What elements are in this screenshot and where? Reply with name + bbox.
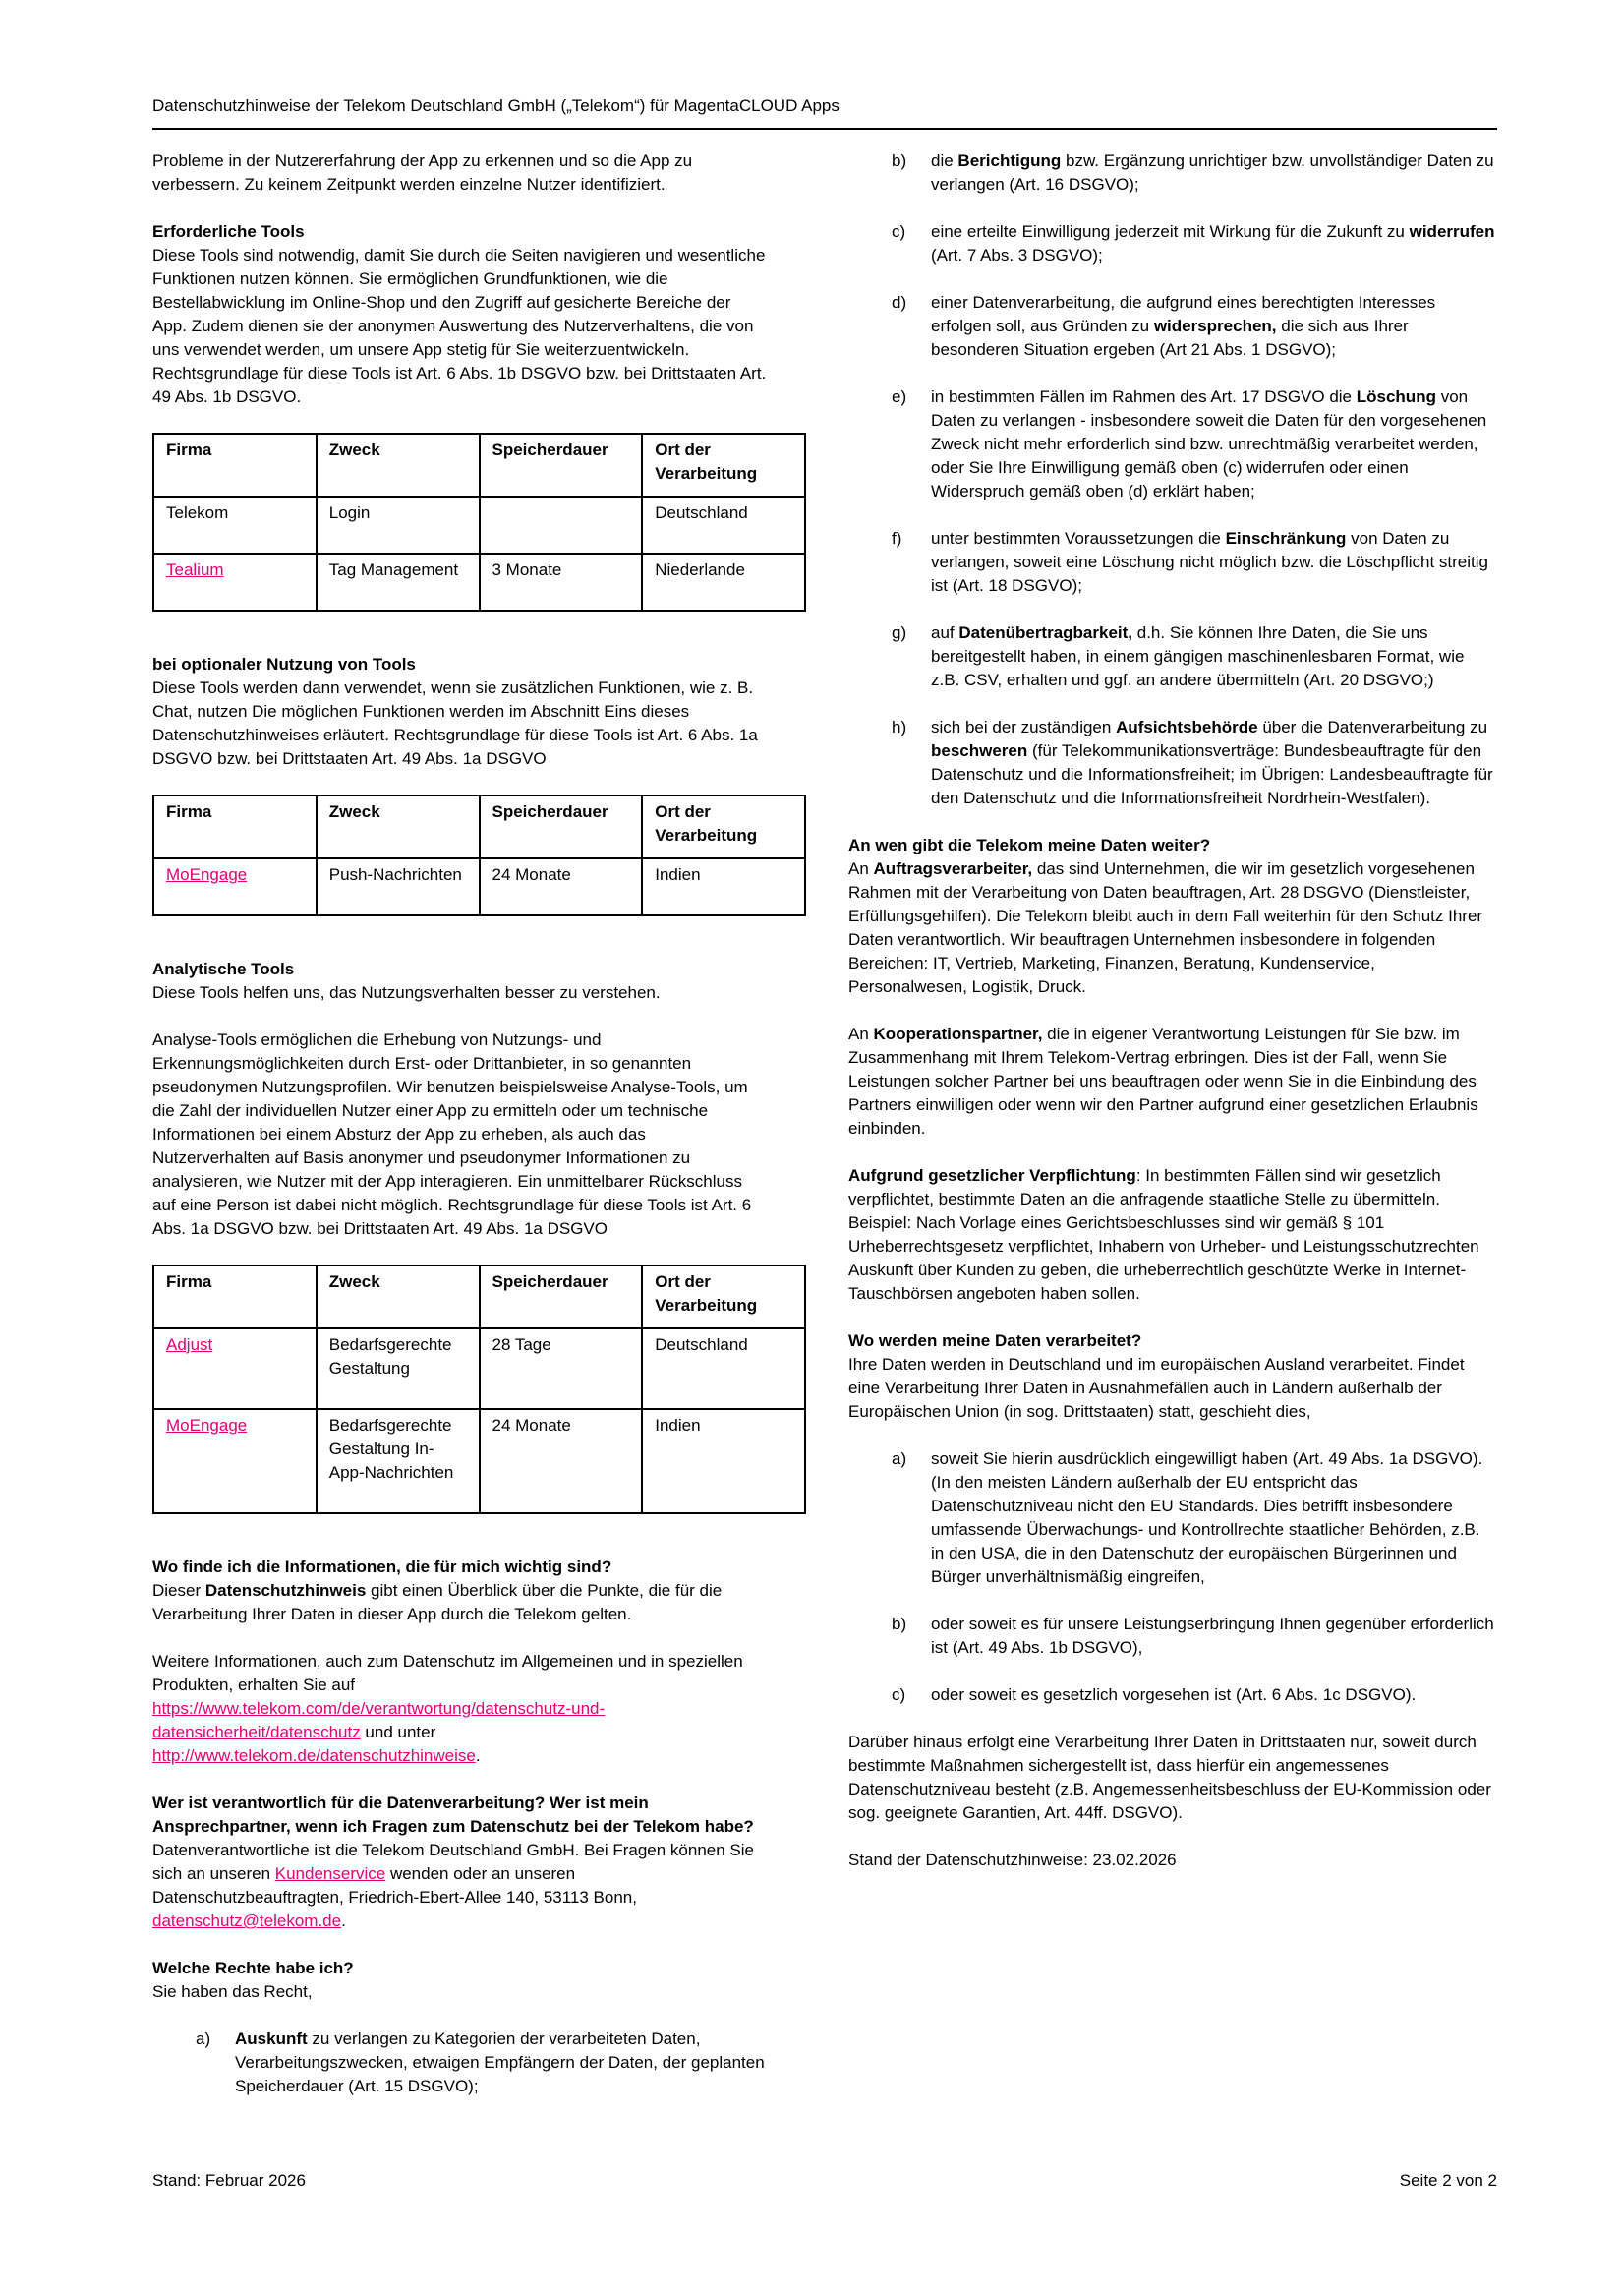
- list-marker: g): [892, 623, 907, 642]
- list-marker: b): [892, 1615, 907, 1633]
- text-run: zu verlangen zu Kategorien der verarbeiteten Daten, Verarbeitungszwecken, etwaigen Empfängern der Daten, der geplanten Speicherdauer (Art. 15 DSGVO);: [235, 2030, 765, 2095]
- text-run: eine erteilte Einwilligung jederzeit mit Wirkung für die Zukunft zu: [931, 222, 1410, 241]
- table-cell: Login: [317, 497, 480, 554]
- section-heading-where-info: Wo finde ich die Informationen, die für mich wichtig sind?: [152, 1558, 612, 1576]
- table-header-cell: Zweck: [317, 434, 480, 497]
- table-row: [153, 858, 805, 915]
- table-cell: Bedarfsgerechte Gestaltung In-App-Nachrichten: [317, 1409, 480, 1513]
- bold-text: Einschränkung: [1225, 529, 1347, 548]
- text-run: von Daten zu verlangen, soweit eine Löschung nicht möglich bzw. die Löschpflicht streitig ist (Art. 18 DSGVO);: [931, 529, 1488, 595]
- table-cell: Tag Management: [317, 554, 480, 611]
- footer-status: Stand: Februar 2026: [152, 2171, 306, 2190]
- table-cell: [153, 858, 317, 915]
- company-link[interactable]: Tealium: [166, 560, 224, 579]
- analytic-tools-paragraph-1: Diese Tools helfen uns, das Nutzungsverhalten besser zu verstehen.: [152, 983, 661, 1002]
- table-cell: Deutschland: [642, 1328, 805, 1409]
- list-item: [848, 291, 1497, 362]
- table-cell: [153, 554, 317, 611]
- text-run: oder soweit es für unsere Leistungserbringung Ihnen gegenüber erforderlich ist (Art. 49 Abs. 1b DSGVO),: [931, 1615, 1494, 1657]
- table-cell: Indien: [642, 858, 805, 915]
- list-item: [848, 1683, 1497, 1707]
- table-row: [153, 497, 805, 554]
- data-sharing-paragraph-3: [848, 1164, 1497, 1306]
- table-header-cell: Ort der Verarbeitung: [642, 1266, 805, 1328]
- list-item: [848, 1447, 1497, 1589]
- bold-text: beschweren: [931, 741, 1028, 760]
- table-cell: [153, 1328, 317, 1409]
- list-marker: e): [892, 387, 907, 406]
- table-header-cell: Ort der Verarbeitung: [642, 795, 805, 858]
- list-item-text: [931, 293, 1435, 359]
- required-tools-table: [152, 433, 806, 612]
- text-run: .: [475, 1746, 481, 1765]
- right-column: [848, 149, 1497, 1872]
- list-marker: a): [892, 1449, 907, 1468]
- bold-text: Berichtigung: [957, 151, 1062, 170]
- list-item-text: [931, 151, 1494, 194]
- bold-text: widerrufen: [1409, 222, 1495, 241]
- table-header-cell: Firma: [153, 1266, 317, 1328]
- bold-text: Auftragsverarbeiter,: [873, 859, 1033, 878]
- table-row: [153, 1328, 805, 1409]
- analytic-tools-table: [152, 1265, 806, 1514]
- table-cell: Niederlande: [642, 554, 805, 611]
- list-item-text: [931, 623, 1464, 689]
- text-run: auf: [931, 623, 959, 642]
- datenschutz-email-link[interactable]: datenschutz@telekom.de: [152, 1912, 342, 1930]
- list-item-text: [931, 1449, 1482, 1586]
- table-cell: Push-Nachrichten: [317, 858, 480, 915]
- list-item-text: [931, 1615, 1494, 1657]
- telekom-de-privacy-link[interactable]: http://www.telekom.de/datenschutzhinweise: [152, 1746, 476, 1765]
- section-heading-data-sharing: An wen gibt die Telekom meine Daten weiter?: [848, 836, 1211, 854]
- left-column: [152, 149, 767, 2122]
- list-marker: b): [892, 151, 907, 170]
- more-info-paragraph: [152, 1650, 767, 1768]
- company-link[interactable]: MoEngage: [166, 1416, 248, 1435]
- bold-text: widersprechen,: [1153, 317, 1277, 335]
- text-run: Dieser: [152, 1581, 205, 1600]
- text-run: die in eigener Verantwortung Leistungen für Sie bzw. im Zusammenhang mit Ihrem Telekom-Vertrag erbringen. Dies ist der Fall, wenn Sie Leistungen solcher Partner bei uns beauftragen oder wenn Sie in die Einbindung des Partners einwilligen oder wenn wir den Partner aufgrund einer gesetzlichen Erlaubnis einbinden.: [848, 1025, 1478, 1138]
- table-header-row: [153, 795, 805, 858]
- intro-paragraph: Probleme in der Nutzererfahrung der App zu erkennen und so die App zu verbessern. Zu keinem Zeitpunkt werden einzelne Nutzer identifiziert.: [152, 151, 693, 194]
- text-run: von Daten zu verlangen - insbesondere soweit die Daten für den vorgesehenen Zweck nicht mehr erforderlich sind bzw. unrechtmäßig verarbeitet werden, oder Sie Ihre Einwilligung gemäß oben (c) widerrufen oder einen Widerspruch gemäß oben (d) erklärt haben;: [931, 387, 1487, 500]
- list-item-text: [235, 2030, 765, 2095]
- table-cell: Bedarfsgerechte Gestaltung: [317, 1328, 480, 1409]
- kundenservice-link[interactable]: Kundenservice: [274, 1864, 386, 1883]
- list-marker: c): [892, 1685, 906, 1704]
- where-processed-outro: Darüber hinaus erfolgt eine Verarbeitung Ihrer Daten in Drittstaaten nur, soweit durch bestimmte Maßnahmen sichergestellt ist, dass hierfür ein angemessenes Datenschutzniveau besteht (z.B. Angemessenheitsbeschluss der EU-Kommission oder sog. geeignete Garantien, Art. 44ff. DSGVO).: [848, 1733, 1491, 1822]
- list-marker: h): [892, 718, 907, 736]
- section-heading-where-processed: Wo werden meine Daten verarbeitet?: [848, 1331, 1142, 1350]
- text-run: die: [931, 151, 958, 170]
- optional-tools-table: [152, 795, 806, 916]
- bold-text: Datenschutzhinweis: [204, 1581, 367, 1600]
- rights-intro-paragraph: Sie haben das Recht,: [152, 1982, 313, 2001]
- table-header-cell: Zweck: [317, 1266, 480, 1328]
- section-heading-analytic-tools: Analytische Tools: [152, 960, 295, 978]
- text-run: das sind Unternehmen, die wir im gesetzlich vorgesehenen Rahmen mit der Verarbeitung von Daten beauftragen, Art. 28 DSGVO (Dienstleister, Erfüllungsgehilfen). Die Telekom bleibt auch in dem Fall weiterhin für den Schutz Ihrer Daten verantwortlich. Wir beauftragen Unternehmen insbesondere in folgenden Bereichen: IT, Vertrieb, Marketing, Finanzen, Beratung, Kundenservice, Personalwesen, Logistik, Druck.: [848, 859, 1483, 996]
- list-item-text: [931, 387, 1486, 500]
- text-run: (Art. 7 Abs. 3 DSGVO);: [931, 246, 1103, 265]
- table-cell: [153, 1409, 317, 1513]
- text-run: wenden oder an unseren Datenschutzbeauftragten, Friedrich-Ebert-Allee 140, 53113 Bonn,: [152, 1864, 637, 1907]
- data-sharing-paragraph-2: [848, 1023, 1497, 1141]
- text-run: und unter: [360, 1723, 436, 1741]
- table-cell: 24 Monate: [480, 1409, 643, 1513]
- data-sharing-paragraph-1: [848, 857, 1497, 999]
- document-title: Datenschutzhinweise der Telekom Deutschland GmbH („Telekom“) für MagentaCLOUD Apps: [152, 94, 1497, 130]
- table-header-row: [153, 434, 805, 497]
- list-marker: f): [892, 529, 902, 548]
- where-info-paragraph: [152, 1579, 767, 1626]
- table-header-cell: Firma: [153, 795, 317, 858]
- list-item-text: [931, 529, 1488, 595]
- section-heading-optional-tools: bei optionaler Nutzung von Tools: [152, 655, 416, 674]
- text-run: (für Telekommunikationsverträge: Bundesbeauftragte für den Datenschutz und die Informationsfreiheit; im Übrigen: Landesbeauftragte für den Datenschutz und die Informationsfreiheit Nordrhein-Westfalen).: [931, 741, 1493, 807]
- list-marker: c): [892, 222, 906, 241]
- table-header-cell: Speicherdauer: [480, 1266, 643, 1328]
- text-run: in bestimmten Fällen im Rahmen des Art. 17 DSGVO die: [931, 387, 1357, 406]
- list-item-text: [931, 222, 1495, 265]
- list-item: [848, 1613, 1497, 1660]
- list-item: [848, 716, 1497, 810]
- where-processed-intro: Ihre Daten werden in Deutschland und im europäischen Ausland verarbeitet. Findet eine Verarbeitung Ihrer Daten in Ausnahmefällen auch in Ländern außerhalb der Europäischen Union (in sog. Drittstaaten) statt, geschieht dies,: [848, 1355, 1465, 1421]
- table-header-cell: Speicherdauer: [480, 795, 643, 858]
- table-cell: 3 Monate: [480, 554, 643, 611]
- bold-text: Kooperationspartner,: [873, 1025, 1043, 1043]
- text-run: Datenverantwortliche ist die Telekom Deutschland GmbH. Bei Fragen können Sie sich an unseren: [152, 1841, 754, 1883]
- list-marker: d): [892, 293, 907, 312]
- document-version-line: Stand der Datenschutzhinweise: 23.02.2026: [848, 1851, 1177, 1869]
- table-header-cell: Zweck: [317, 795, 480, 858]
- list-item: [848, 385, 1497, 503]
- where-processed-list: [848, 1447, 1497, 1707]
- table-cell: 28 Tage: [480, 1328, 643, 1409]
- bold-text: Aufsichtsbehörde: [1116, 718, 1258, 736]
- section-heading-required-tools: Erforderliche Tools: [152, 222, 305, 241]
- text-run: .: [341, 1912, 346, 1930]
- text-run: bzw. Ergänzung unrichtiger bzw. unvollständiger Daten zu verlangen (Art. 16 DSGVO);: [931, 151, 1494, 194]
- bold-text: Löschung: [1356, 387, 1436, 406]
- table-cell: Indien: [642, 1409, 805, 1513]
- list-item: [848, 621, 1497, 692]
- required-tools-paragraph: Diese Tools sind notwendig, damit Sie durch die Seiten navigieren und wesentliche Funktionen nutzen können. Sie ermöglichen Grundfunktionen, wie die Bestellabwicklung im Online-Shop und den Zugriff auf gesicherte Bereiche der App. Zudem dienen sie der anonymen Auswertung des Nutzerverhaltens, die von uns verwendet werden, um unsere App stetig für Sie weiterzuentwickeln. Rechtsgrundlage für diese Tools ist Art. 6 Abs. 1b DSGVO bzw. bei Drittstaaten Art. 49 Abs. 1b DSGVO.: [152, 246, 767, 406]
- optional-tools-paragraph: Diese Tools werden dann verwendet, wenn sie zusätzlichen Funktionen, wie z. B. Chat, nutzen Die möglichen Funktionen werden im Abschnitt Eins dieses Datenschutzhinweises erläutert. Rechtsgrundlage für diese Tools ist Art. 6 Abs. 1a DSGVO bzw. bei Drittstaaten Art. 49 Abs. 1a DSGVO: [152, 678, 758, 768]
- text-run: die sich aus Ihrer besonderen Situation ergeben (Art 21 Abs. 1 DSGVO);: [931, 317, 1409, 359]
- list-item-text: [931, 718, 1493, 807]
- table-header-cell: Speicherdauer: [480, 434, 643, 497]
- rights-list-right: [848, 149, 1497, 810]
- bold-text: Auskunft: [235, 2030, 308, 2048]
- section-heading-responsible: Wer ist verantwortlich für die Datenverarbeitung? Wer ist mein Ansprechpartner, wenn ich Fragen zum Datenschutz bei der Telekom habe?: [152, 1794, 754, 1836]
- footer-page-number: Seite 2 von 2: [1399, 2171, 1497, 2190]
- table-cell: 24 Monate: [480, 858, 643, 915]
- text-run: oder soweit es gesetzlich vorgesehen ist (Art. 6 Abs. 1c DSGVO).: [931, 1685, 1417, 1704]
- bold-text: Datenübertragbarkeit,: [958, 623, 1133, 642]
- analytic-tools-paragraph-2: Analyse-Tools ermöglichen die Erhebung von Nutzungs- und Erkennungsmöglichkeiten durch Erst- oder Drittanbieter, in so genannten pseudonymen Nutzungsprofilen. Wir benutzen beispielsweise Analyse-Tools, um die Zahl der individuellen Nutzer einer App zu ermitteln oder um technische Informationen bei einem Absturz der App zu erheben, als auch das Nutzerverhalten auf Basis anonymer und pseudonymer Informationen zu analysieren, wie Nutzer mit der App interagieren. Ein unmittelbarer Rückschluss auf eine Person ist dabei nicht möglich. Rechtsgrundlage für diese Tools ist Art. 6 Abs. 1a DSGVO bzw. bei Drittstaaten Art. 49 Abs. 1a DSGVO: [152, 1030, 752, 1238]
- section-heading-rights: Welche Rechte habe ich?: [152, 1959, 354, 1977]
- rights-list-left: [152, 2028, 767, 2098]
- table-cell: Telekom: [153, 497, 317, 554]
- list-marker: a): [196, 2030, 211, 2048]
- table-header-row: [153, 1266, 805, 1328]
- list-item: [848, 527, 1497, 598]
- text-run: An: [848, 1025, 874, 1043]
- text-run: Weitere Informationen, auch zum Datenschutz im Allgemeinen und in speziellen Produkten, erhalten Sie auf: [152, 1652, 743, 1694]
- table-row: [153, 554, 805, 611]
- table-cell: [480, 497, 643, 554]
- text-run: An: [848, 859, 874, 878]
- telekom-com-privacy-link[interactable]: https://www.telekom.com/de/verantwortung/datenschutz-und-datensicherheit/datenschutz: [152, 1699, 606, 1741]
- text-run: gibt einen Überblick über die Punkte, die für die Verarbeitung Ihrer Daten in dieser App durch die Telekom gelten.: [152, 1581, 723, 1623]
- bold-text: Aufgrund gesetzlicher Verpflichtung: [848, 1166, 1136, 1185]
- table-cell: Deutschland: [642, 497, 805, 554]
- text-run: einer Datenverarbeitung, die aufgrund eines berechtigten Interesses erfolgen soll, aus Gründen zu: [931, 293, 1436, 335]
- table-header-cell: Ort der Verarbeitung: [642, 434, 805, 497]
- text-run: : In bestimmten Fällen sind wir gesetzlich verpflichtet, bestimmte Daten an die anfragende staatliche Stelle zu übermitteln. Beispiel: Nach Vorlage eines Gerichtsbeschlusses sind wir gemäß § 101 Urheberrechtsgesetz verpflichtet, Inhabern von Urheber- und Leistungsschutzrechten Auskunft über Kunden zu geben, die urheberrechtlich geschützte Werke in Internet-Tauschbörsen angeboten haben sollen.: [848, 1166, 1479, 1303]
- text-run: über die Datenverarbeitung zu: [1257, 718, 1488, 736]
- company-link[interactable]: MoEngage: [166, 865, 248, 884]
- table-row: [153, 1409, 805, 1513]
- list-item: [848, 149, 1497, 197]
- text-run: d.h. Sie können Ihre Daten, die Sie uns bereitgestellt haben, in einem gängigen maschinenlesbaren Format, wie z.B. CSV, erhalten und ggf. an andere übermitteln (Art. 20 DSGVO;): [931, 623, 1465, 689]
- responsible-paragraph: [152, 1839, 767, 1933]
- table-header-cell: Firma: [153, 434, 317, 497]
- text-run: unter bestimmten Voraussetzungen die: [931, 529, 1226, 548]
- text-run: soweit Sie hierin ausdrücklich eingewilligt haben (Art. 49 Abs. 1a DSGVO). (In den meisten Ländern außerhalb der EU entspricht das Datenschutzniveau nicht den EU Standards. Dies betrifft insbesondere umfassende Überwachungs- und Kontrollrechte staatlicher Behörden, z.B. in den USA, die in den Datenschutz der europäischen Bürgerinnen und Bürger unverhältnismäßig eingreifen,: [931, 1449, 1483, 1586]
- list-item: [848, 220, 1497, 267]
- company-link[interactable]: Adjust: [166, 1335, 213, 1354]
- text-run: sich bei der zuständigen: [931, 718, 1117, 736]
- list-item: [152, 2028, 767, 2098]
- list-item-text: [931, 1685, 1416, 1704]
